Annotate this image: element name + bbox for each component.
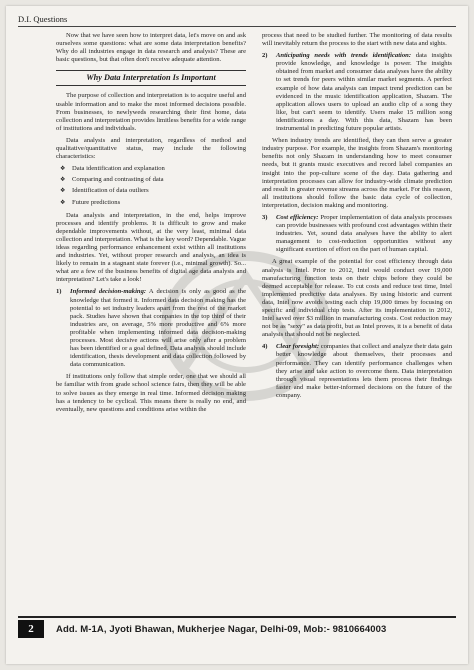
item-text: A decision is only as good as the knowledge that formed it. Informed data decision making has the potential to set industry leaders apart from the rest of the market pack. Studies have shown that companies in the top third of their industries are, on average, 5% more productive and 6% more profitable when implementing informed data decision-making processes. Most decisive actions will arise only after a problem has been identified or a goal defined. Data analysis should include identification, thesis development and data collection followed by data communication. [70,288,246,369]
numbered-item [262,52,452,133]
characteristics-list [56,165,246,206]
left-column [56,32,246,610]
item-text: data insights provide knowledge, and knowledge is power. The insights obtained from market and consumer data analyses have the ability to set trends for peers within similar market segments. A perfect example of how data analysis can impact trend prediction can be evidenced in the music identification application, Shazam. The application allows users to upload an audio clip of a song they like, but can't seem to identify. Users make 15 million song identifications a day. With this data, Shazam has been instrumental in predicting future popular artists. [276,52,452,133]
right-column [262,32,452,610]
two-column-body [56,32,452,610]
running-header [18,14,456,27]
list-item: ❖ Future predictions [60,198,121,206]
item-number: 3) [262,213,268,221]
item-lead: Informed decision-making: [70,288,147,296]
footer-address: Add. M-1A, Jyoti Bhawan, Mukherjee Nagar, Delhi-09, Mob:- 9810664003 [56,623,387,635]
list-item: ❖ Identification of data outliers [60,187,149,195]
paragraph: When industry trends are identified, they can then serve a greater industry purpose. For example, the insights from Shazam's monitoring benefits not only Shazam in understanding how to meet consumer needs, but it grants music executives and record label companies an insight into the pop-culture scene of the day. Data gathering and interpretation processes can allow for industry-wide climate prediction and result in greater revenue streams across the market. For this reason, all institutions should follow the basic data cycle of collection, interpretation, decision making and monitoring. [262,137,452,209]
bullet-icon: ❖ [60,166,66,173]
paragraph: A great example of the potential for cost efficiency through data analysis is Intel. Prior to 2012, Intel would conduct over 19,000 manufacturing function tests on their chips before they could be deemed acceptable for release. To cut costs and reduce test time, Intel implemented predictive data analyses. By using historic and current data, Intel now avoids testing each chip 19,000 times by focusing on specific and individual chip tests. After its implementation in 2012, Intel saved over $3 million in manufacturing costs. Cost reduction may not be as "sexy" as data profit, but as Intel proves, it is a benefit of data analysis that should not be neglected. [262,258,452,339]
numbered-item [262,343,452,400]
bullet-icon: ❖ [60,177,66,184]
item-text: companies that collect and analyze their data gain better knowledge about themselves, their processes and performance. They can identify performance challenges when they arise and take action to overcome them. Data interpretation through visual representations lets them process their findings faster and make better-informed decisions on the future of the company. [276,343,452,399]
item-lead: Cost efficiency: [276,213,319,221]
numbered-item [56,288,246,369]
document-page [6,6,468,664]
page-number: 2 [18,620,44,638]
paragraph: If institutions only follow that simple order, one that we should all be familiar with from grade school science fairs, then they will be able to solve issues as they emerge in real time. Informed decision making has a tendency to be cyclical. This means there is really no end, and eventually, new questions and conditions arise within the [56,373,246,413]
item-text: Proper implementation of data analysis processes can provide businesses with profound cost advantages within their industries. Yet, sound data analyses have the ability to alert management to cost-reduction opportunities without any significant exertion of effort on the part of human capital. [276,213,452,254]
list-item: ❖ Comparing and contrasting of data [60,176,164,184]
item-lead: Anticipating needs with trends identification: [276,52,412,60]
bullet-icon: ❖ [60,199,66,206]
paragraph: The purpose of collection and interpretation is to acquire useful and usable information and to make the most informed decisions possible. From businesses, to newlyweds researching their first home, data collection and interpretation provides limitless benefits for a wide range of institutions and individuals. [56,92,246,132]
section-title: Why Data Interpretation Is Important [56,70,246,86]
item-number: 1) [56,288,62,296]
bullet-icon: ❖ [60,188,66,195]
item-number: 4) [262,343,268,351]
numbered-item [262,214,452,254]
header-title: D.I. Questions [18,14,68,24]
intro-paragraph: Now that we have seen how to interpret data, let's move on and ask ourselves some questions: what are some data interpretation benefits? Why do all industries engage in data research and analysis? These are basic questions, but that often don't receive adequate attention. [56,32,246,64]
paragraph: process that need to be studied further. The monitoring of data results will inevitably return the process to the start with new data and sights. [262,32,452,48]
paragraph: Data analysis and interpretation, regardless of method and qualitative/quantitative status, may include the following characteristics: [56,136,246,161]
page-footer [18,616,456,640]
list-item: ❖ Data identification and explanation [60,165,165,173]
item-lead: Clear foresight: [276,343,320,351]
paragraph: Data analysis and interpretation, in the end, helps improve processes and identify problems. It is difficult to grow and make dependable improvements without, at the very least, minimal data collection and interpretation. What is the key word? Dependable. Vague ideas regarding performance enhancement exist within all institutions and industries. Yet, without proper research and analysis, an idea is likely to remain in a stagnant state forever (i.e., minimal growth). So... what are a few of the business benefits of digital age data analysis and interpretation? Let's take a look! [56,211,246,284]
item-number: 2) [262,52,268,60]
